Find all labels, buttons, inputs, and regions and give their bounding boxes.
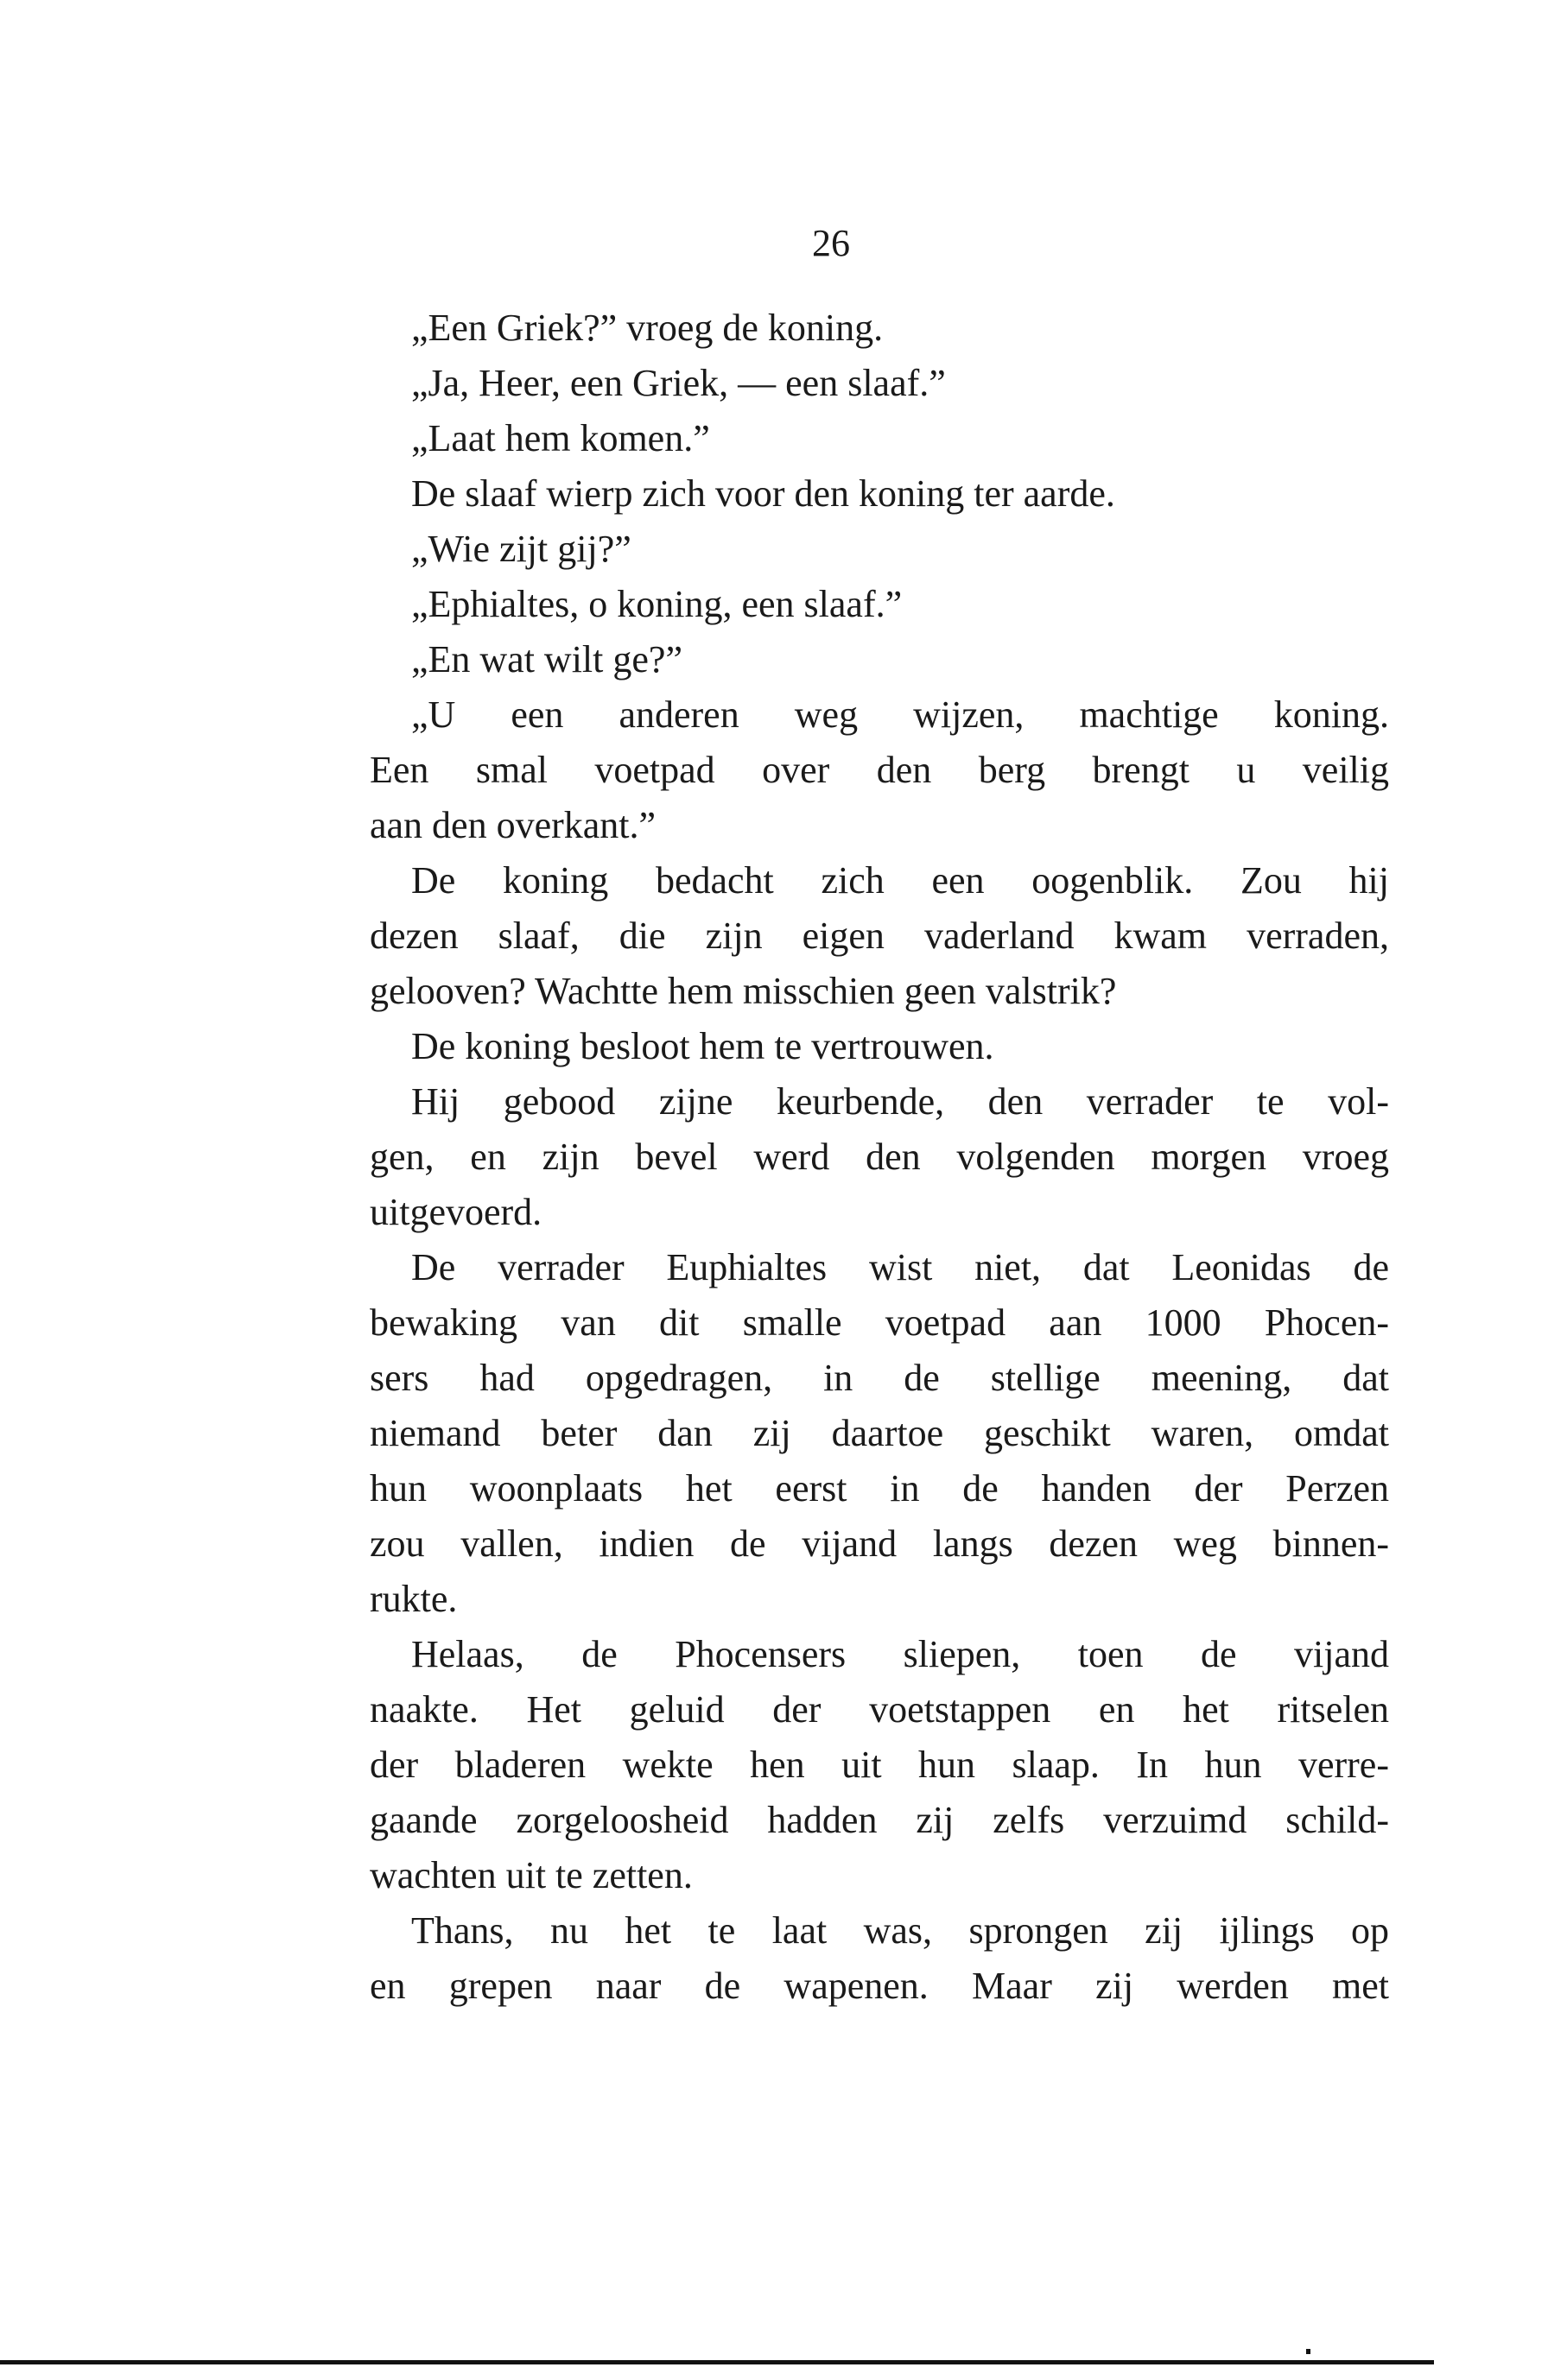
text-line: dezen slaaf, die zijn eigen vaderland kwam verraden,: [370, 915, 1389, 957]
text-line: „Ja, Heer, een Griek, — een slaaf.”: [411, 362, 946, 404]
text-line: uitgevoerd.: [370, 1191, 542, 1233]
text-line: De koning bedacht zich een oogenblik. Zou hij: [411, 859, 1389, 902]
text-line: Een smal voetpad over den berg brengt u veilig: [370, 749, 1389, 791]
text-line: bewaking van dit smalle voetpad aan 1000 Phocen-: [370, 1301, 1389, 1344]
text-line: hun woonplaats het eerst in de handen der Perzen: [370, 1467, 1389, 1510]
text-line: zou vallen, indien de vijand langs dezen weg binnen-: [370, 1522, 1389, 1565]
rule-mark: [1306, 2349, 1310, 2354]
text-line: Helaas, de Phocensers sliepen, toen de vijand: [411, 1633, 1389, 1675]
text-line: naakte. Het geluid der voetstappen en het ritselen: [370, 1688, 1389, 1731]
text-line: niemand beter dan zij daartoe geschikt waren, omdat: [370, 1412, 1389, 1454]
page-number: 26: [812, 222, 850, 264]
text-line: aan den overkant.”: [370, 804, 657, 846]
text-line: gen, en zijn bevel werd den volgenden morgen vroeg: [370, 1136, 1389, 1178]
text-line: „Een Griek?” vroeg de koning.: [411, 307, 884, 349]
text-line: Hij gebood zijne keurbende, den verrader te vol-: [411, 1080, 1389, 1123]
text-line: „Wie zijt gij?”: [411, 528, 631, 570]
text-line: De koning besloot hem te vertrouwen.: [411, 1025, 994, 1067]
text-line: Thans, nu het te laat was, sprongen zij ijlings op: [411, 1909, 1389, 1952]
text-line: en grepen naar de wapenen. Maar zij werden met: [370, 1965, 1389, 2007]
text-line: sers had opgedragen, in de stellige meening, dat: [370, 1357, 1389, 1399]
text-line: „En wat wilt ge?”: [411, 638, 682, 680]
text-line: „Ephialtes, o koning, een slaaf.”: [411, 583, 903, 625]
text-line: De slaaf wierp zich voor den koning ter aarde.: [411, 472, 1115, 515]
text-line: rukte.: [370, 1578, 458, 1620]
text-line: gaande zorgeloosheid hadden zij zelfs verzuimd schild-: [370, 1799, 1389, 1841]
text-line: der bladeren wekte hen uit hun slaap. In hun verre-: [370, 1744, 1389, 1786]
text-line: gelooven? Wachtte hem misschien geen valstrik?: [370, 970, 1117, 1012]
text-line: wachten uit te zetten.: [370, 1854, 693, 1896]
text-line: „Laat hem komen.”: [411, 417, 710, 459]
body-text: [370, 301, 1389, 2014]
bottom-rule: [0, 2360, 1434, 2364]
text-line: De verrader Euphialtes wist niet, dat Leonidas de: [411, 1246, 1389, 1288]
text-line: „U een anderen weg wijzen, machtige koning.: [411, 693, 1389, 736]
